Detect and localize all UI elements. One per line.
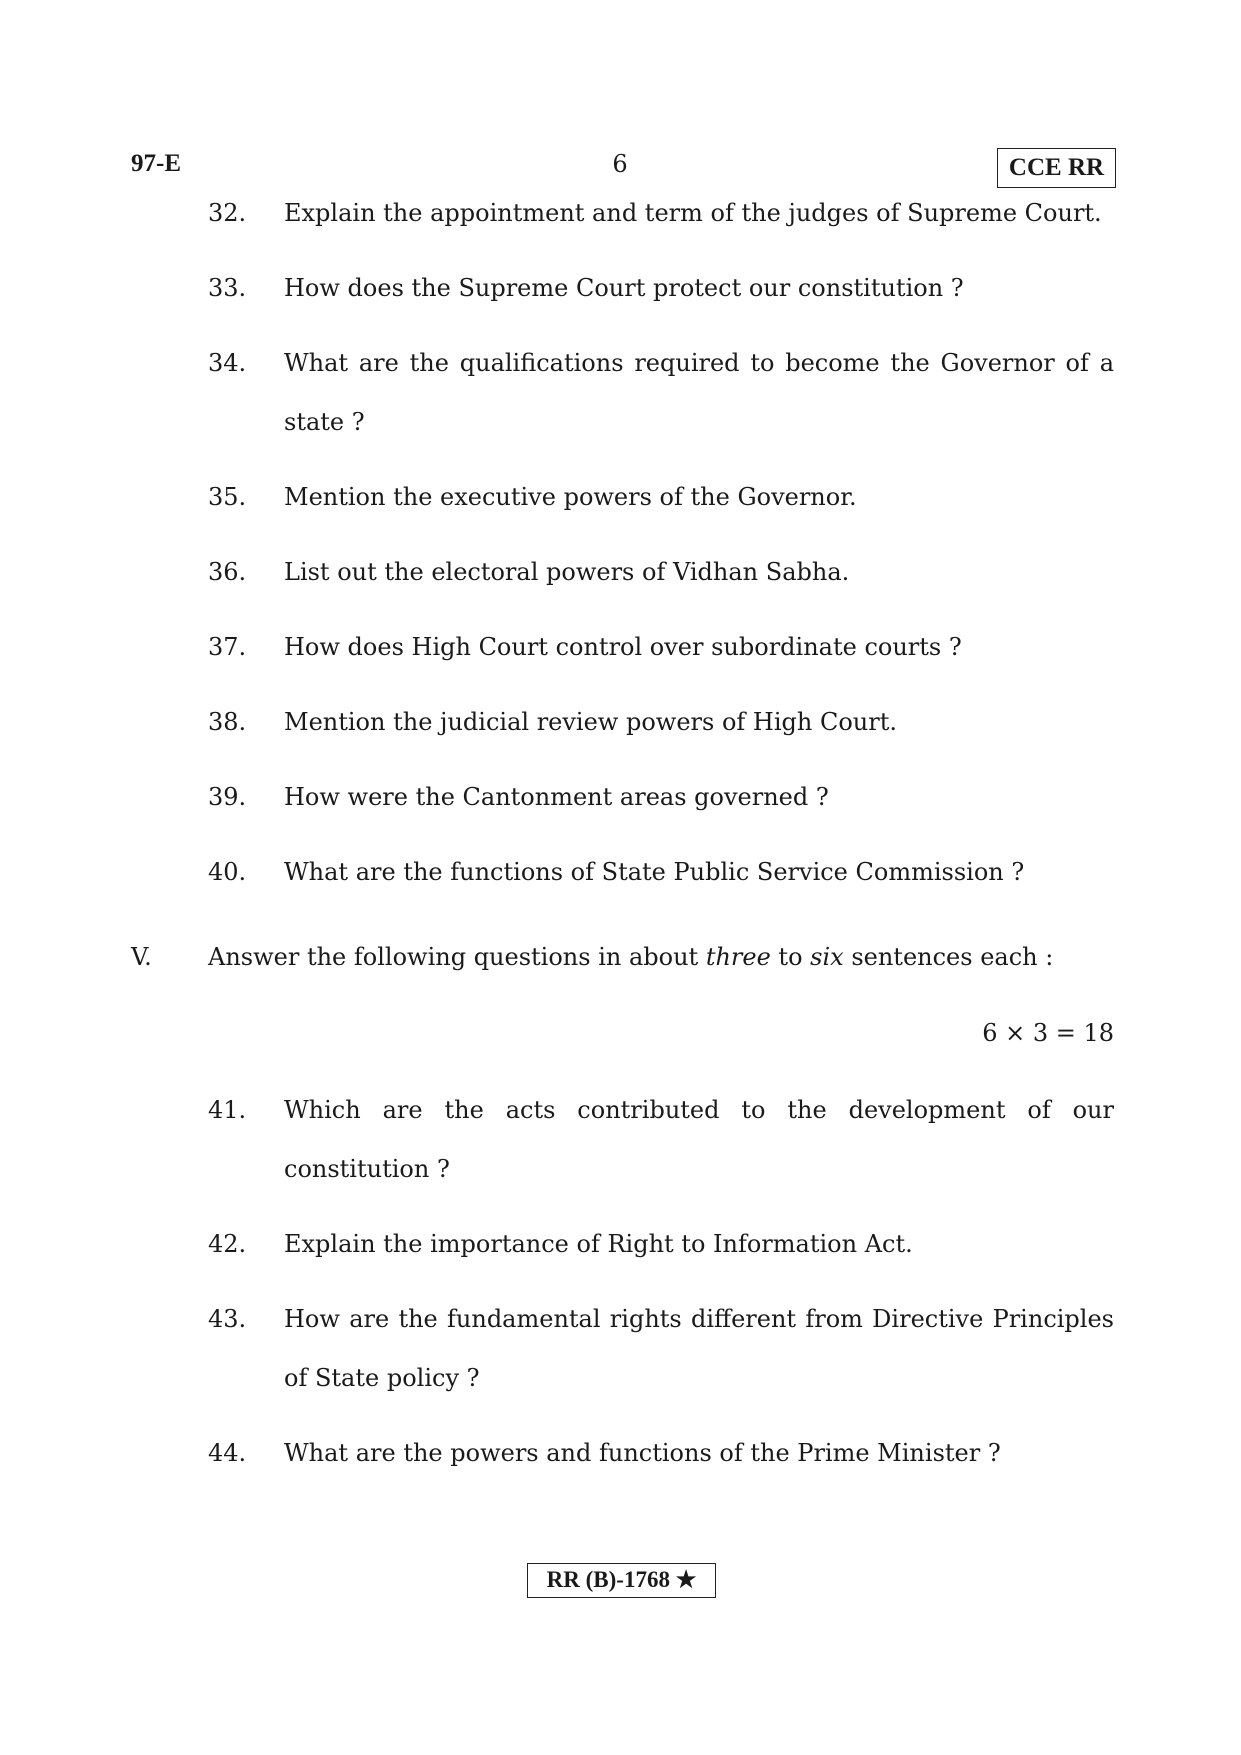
question-text-line2: state ? (284, 408, 365, 436)
footer-code-box: RR (B)-1768 ★ (527, 1563, 716, 1598)
question-number: 39. (208, 783, 247, 811)
page-number: 6 (612, 150, 628, 178)
instruction-part: Answer the following questions in about (208, 943, 706, 971)
question-number: 32. (208, 199, 247, 227)
series-box: CCE RR (997, 148, 1116, 188)
question-number: 34. (208, 349, 247, 377)
question-text: Explain the appointment and term of the judges of Supreme Court. (284, 199, 1102, 227)
question-text: List out the electoral powers of Vidhan Sabha. (284, 558, 850, 586)
question-text: How does the Supreme Court protect our constitution ? (284, 274, 964, 302)
question-text: What are the functions of State Public Service Commission ? (284, 858, 1025, 886)
instruction-emphasis: three (705, 943, 771, 971)
question-number: 33. (208, 274, 247, 302)
question-number: 38. (208, 708, 247, 736)
section-marks: 6 × 3 = 18 (982, 1019, 1114, 1047)
question-text-line1: Which are the acts contributed to the development of our (284, 1096, 1114, 1124)
question-text: How were the Cantonment areas governed ? (284, 783, 829, 811)
question-number: 43. (208, 1305, 247, 1333)
question-text-line2: of State policy ? (284, 1364, 480, 1392)
question-text-line1: How are the fundamental rights different from Directive Principles (284, 1305, 1114, 1333)
question-number: 35. (208, 483, 247, 511)
question-text-line2: constitution ? (284, 1155, 450, 1183)
section-number: V. (131, 943, 152, 971)
question-text: Explain the importance of Right to Information Act. (284, 1230, 913, 1258)
section-instruction (208, 942, 1053, 972)
question-number: 40. (208, 858, 247, 886)
question-text: Mention the executive powers of the Governor. (284, 483, 857, 511)
instruction-part: sentences each : (843, 943, 1054, 971)
instruction-emphasis: six (810, 943, 844, 971)
question-number: 36. (208, 558, 247, 586)
question-number: 41. (208, 1096, 247, 1124)
question-text-line1: What are the qualifications required to become the Governor of a (284, 349, 1114, 377)
question-number: 42. (208, 1230, 247, 1258)
question-number: 44. (208, 1439, 247, 1467)
instruction-part: to (770, 943, 811, 971)
question-number: 37. (208, 633, 247, 661)
question-text: How does High Court control over subordinate courts ? (284, 633, 962, 661)
question-text: Mention the judicial review powers of High Court. (284, 708, 897, 736)
paper-code: 97-E (131, 150, 181, 177)
question-text: What are the powers and functions of the Prime Minister ? (284, 1439, 1001, 1467)
